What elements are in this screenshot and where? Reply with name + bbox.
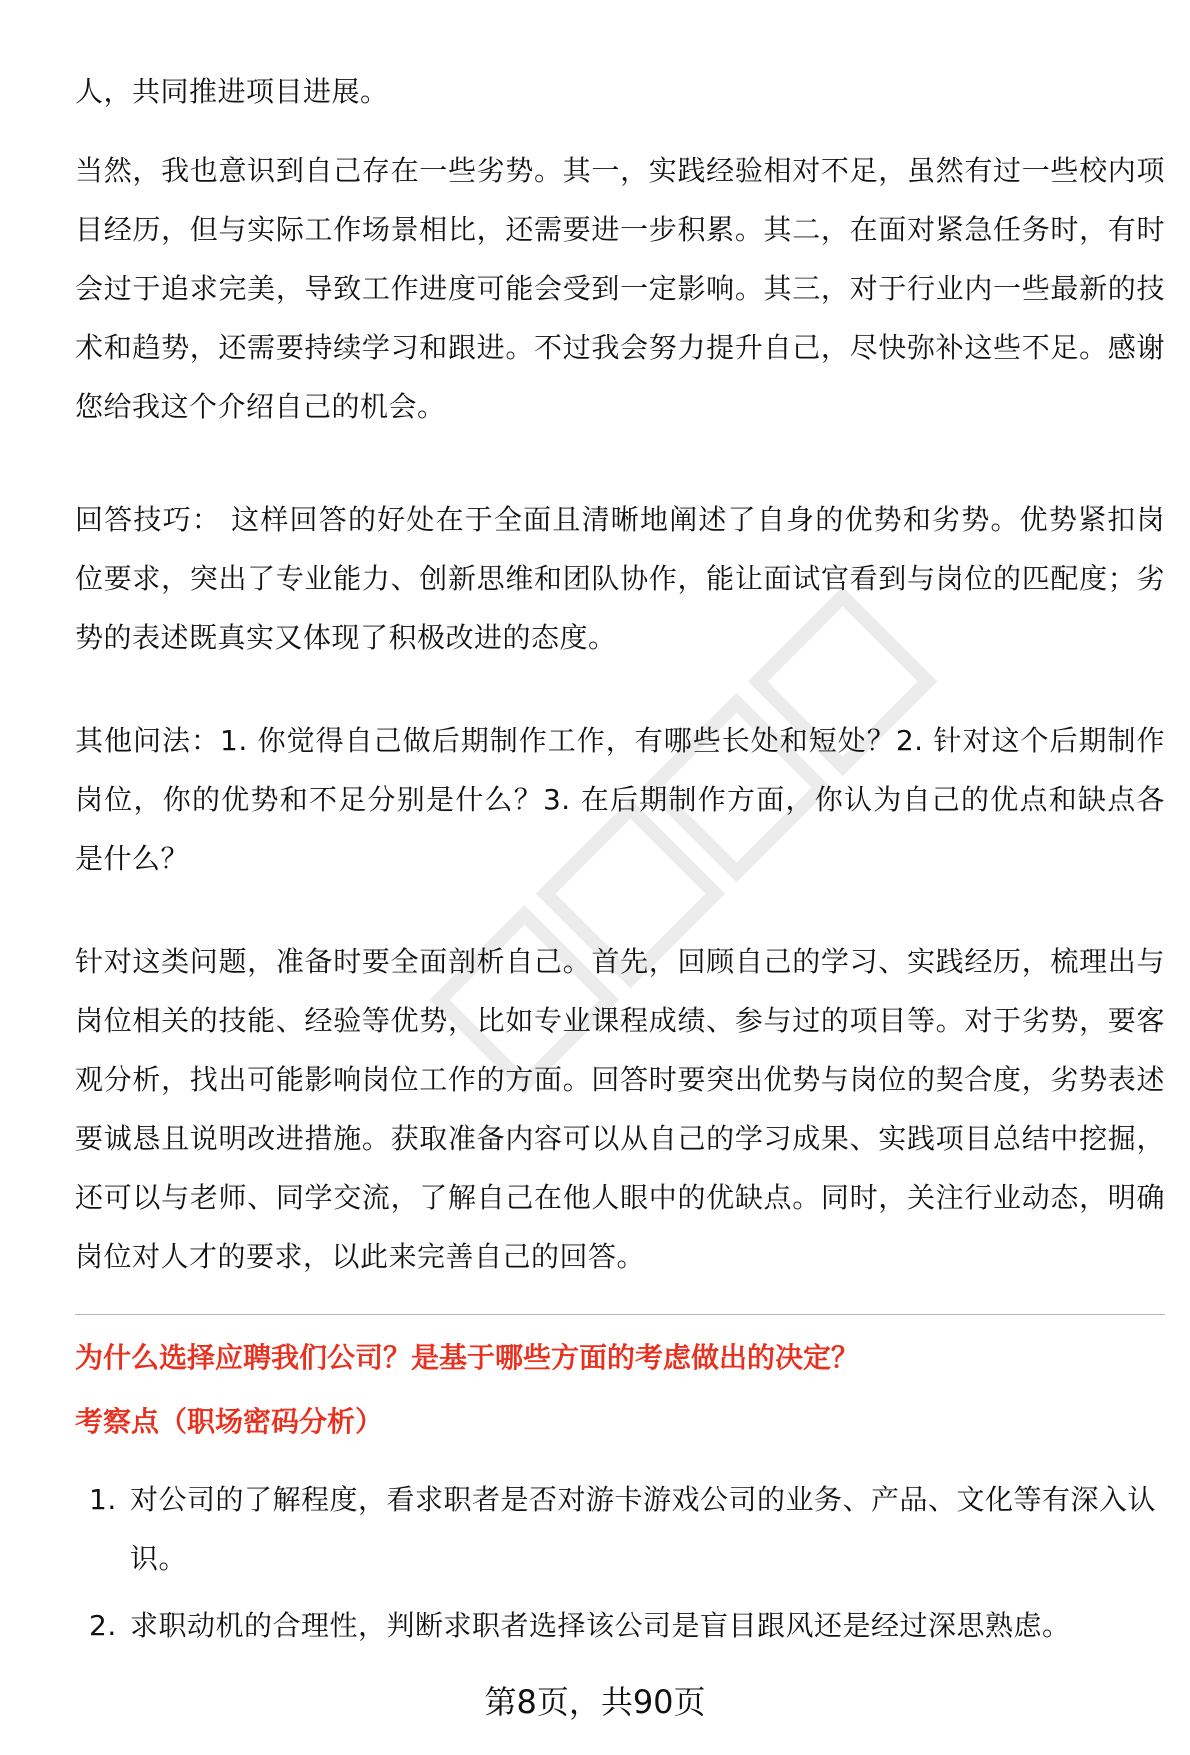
assessment-point-list — [75, 1470, 1165, 1663]
list-item-number: 2. — [89, 1609, 117, 1642]
paragraph-other-phrasings: 其他问法：1. 你觉得自己做后期制作工作，有哪些长处和短处？2. 针对这个后期制作岗位，你的优势和不足分别是什么？3. 在后期制作方面，你认为自己的优点和缺点各是什么？ — [75, 724, 1165, 875]
list-item-number: 1. — [89, 1483, 117, 1516]
interview-question-heading: 为什么选择应聘我们公司？是基于哪些方面的考虑做出的决定？ — [75, 1341, 860, 1374]
paragraph-weaknesses: 当然，我也意识到自己存在一些劣势。其一，实践经验相对不足，虽然有过一些校内项目经历，但与实际工作场景相比，还需要进一步积累。其二，在面对紧急任务时，有时会过于追求完美，导致工作进度可能会受到一定影响。其三，对于行业内一些最新的技术和趋势，还需要持续学习和跟进。不过我会努力提升自己，尽快弥补这些不足。感谢您给我这个介绍自己的机会。 — [75, 154, 1165, 423]
section-divider — [75, 1314, 1165, 1315]
list-item-text: 对公司的了解程度，看求职者是否对游卡游戏公司的业务、产品、文化等有深入认识。 — [130, 1483, 1157, 1575]
analysis-heading: 考察点（职场密码分析） — [75, 1405, 384, 1438]
list-item-text: 求职动机的合理性，判断求职者选择该公司是盲目跟风还是经过深思熟虑。 — [130, 1609, 1071, 1642]
paragraph-continuation: 人，共同推进项目进展。 — [75, 75, 389, 108]
paragraph-preparation-advice: 针对这类问题，准备时要全面剖析自己。首先，回顾自己的学习、实践经历，梳理出与岗位相关的技能、经验等优势，比如专业课程成绩、参与过的项目等。对于劣势，要客观分析，找出可能影响岗位工作的方面。回答时要突出优势与岗位的契合度，劣势表述要诚恳且说明改进措施。获取准备内容可以从自己的学习成果、实践项目总结中挖掘，还可以与老师、同学交流，了解自己在他人眼中的优缺点。同时，关注行业动态，明确岗位对人才的要求，以此来完善自己的回答。 — [75, 945, 1165, 1273]
paragraph-answer-tips: 回答技巧： 这样回答的好处在于全面且清晰地阐述了自身的优势和劣势。优势紧扣岗位要求，突出了专业能力、创新思维和团队协作，能让面试官看到与岗位的匹配度；劣势的表述既真实又体现了积极改进的态度。 — [75, 503, 1165, 654]
page-number-footer: 第8页，共90页 — [484, 1683, 706, 1721]
list-item — [75, 1470, 1165, 1588]
list-item — [75, 1596, 1165, 1655]
